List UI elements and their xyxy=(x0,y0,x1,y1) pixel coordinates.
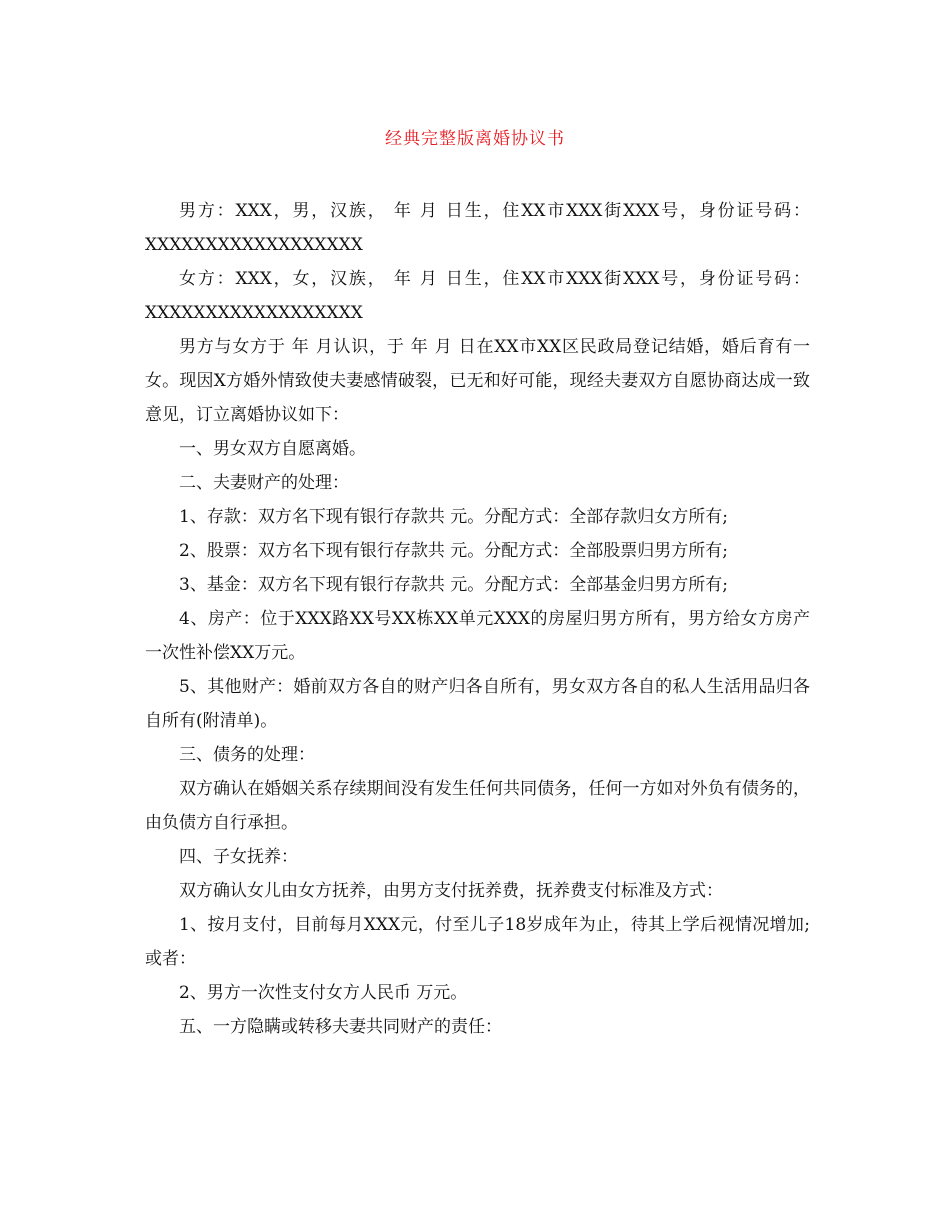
clause-custody-text: 双方确认女儿由女方抚养，由男方支付抚养费，抚养费支付标准及方式： xyxy=(179,881,723,901)
paragraph-background: 男方与女方于 年 月认识，于 年 月 日在XX市XX区民政局登记结婚，婚后育有一女。现因X方婚外情致使夫妻感情破裂，已无和好可能，现经夫妻双方自愿协商达成一致意见，订立离婚协议如下： xyxy=(145,337,810,425)
clause-heading-4: 四、子女抚养： xyxy=(179,847,298,867)
clause-heading-2: 二、夫妻财产的处理： xyxy=(179,473,349,493)
clause-item-property: 4、房产：位于XXX路XX号XX栋XX单元XXX的房屋归男方所有，男方给女方房产一次性补偿XX万元。 xyxy=(145,609,810,663)
clause-item-monthly-support: 1、按月支付，目前每月XXX元，付至儿子18岁成年为止，待其上学后视情况增加;或者： xyxy=(145,915,810,969)
paragraph-wife-info: 女方：XXX，女，汉族， 年 月 日生，住XX市XXX街XXX号，身份证号码：XXXXXXXXXXXXXXXXXX xyxy=(145,269,810,323)
clause-heading-3: 三、债务的处理： xyxy=(179,745,315,765)
document-body xyxy=(145,194,810,1044)
clause-item-stocks: 2、股票：双方名下现有银行存款共 元。分配方式：全部股票归男方所有; xyxy=(179,541,728,561)
clause-item-other-assets: 5、其他财产：婚前双方各自的财产归各自所有，男女双方各自的私人生活用品归各自所有(附清单)。 xyxy=(145,677,810,731)
paragraph-husband-info: 男方：XXX，男，汉族， 年 月 日生，住XX市XXX街XXX号，身份证号码：XXXXXXXXXXXXXXXXXX xyxy=(145,201,810,255)
clause-item-lump-sum: 2、男方一次性支付女方人民币 万元。 xyxy=(179,983,468,1003)
clause-debt-text: 双方确认在婚姻关系存续期间没有发生任何共同债务，任何一方如对外负有债务的，由负债方自行承担。 xyxy=(145,779,810,833)
clause-heading-1: 一、男女双方自愿离婚。 xyxy=(179,439,366,459)
clause-item-funds: 3、基金：双方名下现有银行存款共 元。分配方式：全部基金归男方所有; xyxy=(179,575,728,595)
clause-item-deposits: 1、存款：双方名下现有银行存款共 元。分配方式：全部存款归女方所有; xyxy=(179,507,728,527)
document-title: 经典完整版离婚协议书 xyxy=(385,129,565,149)
clause-heading-5: 五、一方隐瞒或转移夫妻共同财产的责任： xyxy=(179,1017,502,1037)
